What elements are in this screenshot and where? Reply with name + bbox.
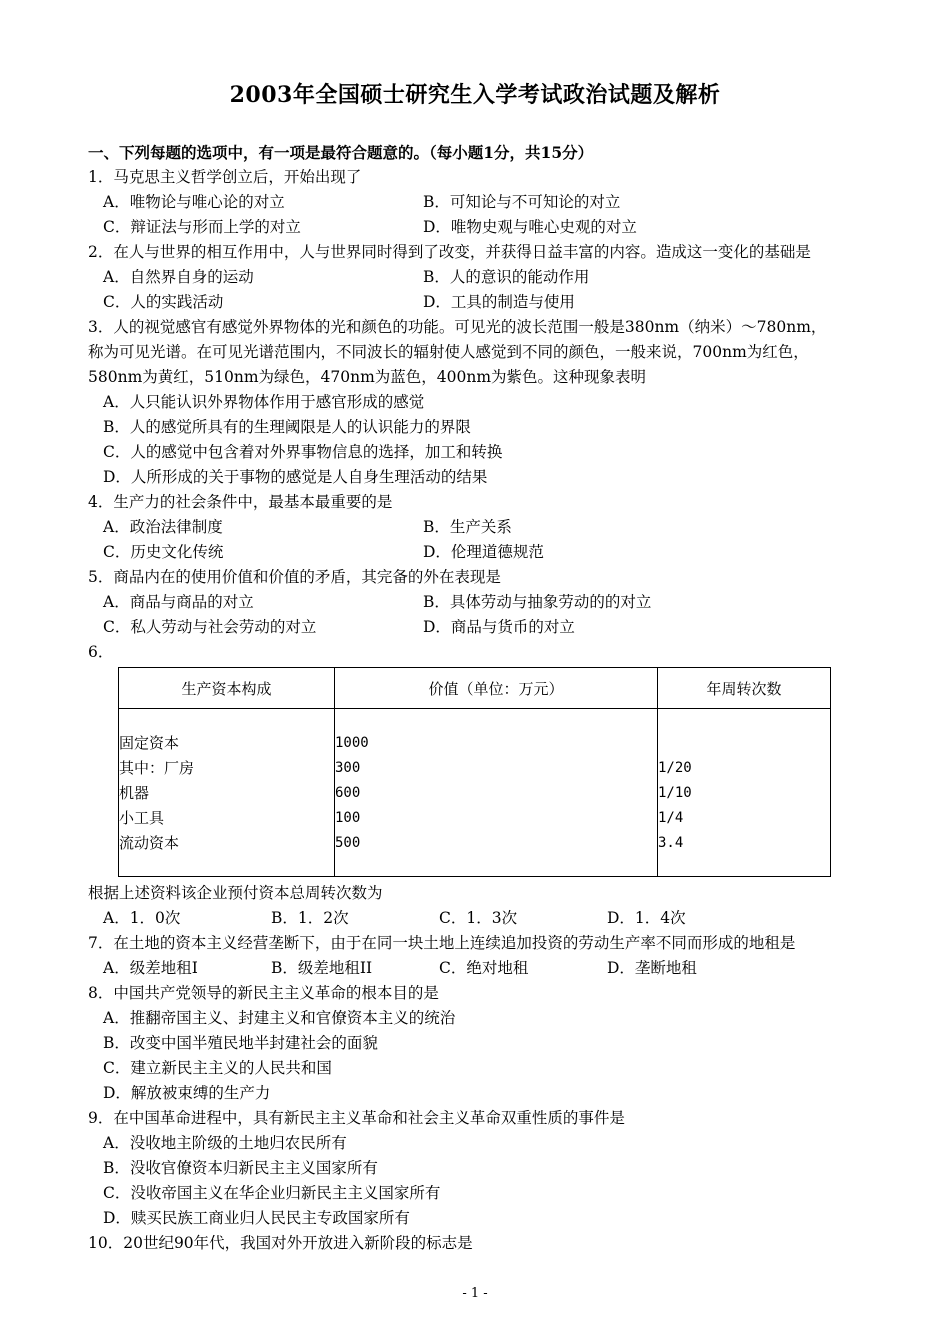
question-text: 8．中国共产党领导的新民主主义革命的根本目的是 [88, 984, 439, 1002]
table-cell: 机器 [119, 784, 150, 802]
table-cell: 1/20 [658, 760, 692, 776]
table-header-row [119, 668, 831, 709]
option-b: B．级差地租II [271, 959, 373, 977]
table-row [119, 709, 831, 877]
page-number: - 1 - [462, 1286, 488, 1301]
table-column-composition [119, 709, 335, 877]
option-d: D．垄断地租 [607, 959, 697, 977]
exam-content [88, 140, 878, 1256]
question-2 [88, 240, 878, 315]
option-b: B．人的意识的能动作用 [423, 268, 590, 286]
question-text-line-2: 称为可见光谱。在可见光谱范围内，不同波长的辐射使人感觉到不同的颜色，一般来说，700nm为红色， [88, 343, 809, 361]
question-text: 1．马克思主义哲学创立后，开始出现了 [88, 168, 362, 186]
option-a: A．自然界自身的运动 [103, 268, 254, 286]
option-b: B．1．2次 [271, 909, 349, 927]
table-cell: 1/4 [658, 810, 684, 826]
option-b: B．没收官僚资本归新民主主义国家所有 [103, 1159, 378, 1177]
option-a: A．人只能认识外界物体作用于感官形成的感觉 [103, 393, 425, 411]
table-header: 生产资本构成 [119, 668, 335, 709]
table-cell [658, 731, 830, 756]
table-column-turnover [658, 709, 831, 877]
option-a: A．推翻帝国主义、封建主义和官僚资本主义的统治 [103, 1009, 456, 1027]
question-10 [88, 1231, 878, 1256]
question-4 [88, 490, 878, 565]
option-c: C．1．3次 [439, 909, 518, 927]
question-6 [88, 640, 878, 931]
option-d: D．商品与货币的对立 [423, 618, 575, 636]
option-a: A．商品与商品的对立 [103, 593, 254, 611]
option-a: A．级差地租I [103, 959, 198, 977]
question-text: 4．生产力的社会条件中，最基本最重要的是 [88, 493, 393, 511]
capital-table [118, 667, 831, 877]
question-text: 5．商品内在的使用价值和价值的矛盾，其完备的外在表现是 [88, 568, 501, 586]
question-3 [88, 315, 878, 490]
question-9 [88, 1106, 878, 1231]
page-title: 2003年全国硕士研究生入学考试政治试题及解析 [229, 82, 721, 108]
table-cell: 小工具 [119, 809, 165, 827]
option-d: D．赎买民族工商业归人民民主专政国家所有 [103, 1209, 410, 1227]
table-cell: 100 [335, 810, 361, 826]
option-c: C．没收帝国主义在华企业归新民主主义国家所有 [103, 1184, 441, 1202]
question-text-line-3: 580nm为黄红，510nm为绿色，470nm为蓝色，400nm为紫色。这种现象表明 [88, 368, 647, 386]
option-a: A．1．0次 [103, 909, 181, 927]
option-c: C．建立新民主主义的人民共和国 [103, 1059, 332, 1077]
option-c: C．人的感觉中包含着对外界事物信息的选择，加工和转换 [103, 443, 503, 461]
question-text: 2．在人与世界的相互作用中，人与世界同时得到了改变，并获得日益丰富的内容。造成这一变化的基础是 [88, 243, 811, 261]
option-a: A．没收地主阶级的土地归农民所有 [103, 1134, 347, 1152]
option-d: D．伦理道德规范 [423, 543, 544, 561]
option-d: D．唯物史观与唯心史观的对立 [423, 218, 637, 236]
option-d: D．人所形成的关于事物的感觉是人自身生理活动的结果 [103, 468, 488, 486]
question-7 [88, 931, 878, 981]
table-column-value [335, 709, 658, 877]
option-c: C．辩证法与形而上学的对立 [103, 218, 301, 236]
question-text: 10．20世纪90年代，我国对外开放进入新阶段的标志是 [88, 1234, 473, 1252]
table-cell: 其中：厂房 [119, 759, 195, 777]
option-b: B．可知论与不可知论的对立 [423, 193, 621, 211]
option-d: D．工具的制造与使用 [423, 293, 575, 311]
table-cell: 500 [335, 835, 361, 851]
option-d: D．1．4次 [607, 909, 686, 927]
question-text: 根据上述资料该企业预付资本总周转次数为 [88, 884, 383, 902]
option-a: A．政治法律制度 [103, 518, 223, 536]
option-c: C．绝对地租 [439, 959, 529, 977]
table-cell: 300 [335, 760, 361, 776]
table-cell: 3.4 [658, 835, 684, 851]
table-cell: 1000 [335, 735, 369, 751]
option-a: A．唯物论与唯心论的对立 [103, 193, 285, 211]
question-8 [88, 981, 878, 1106]
table-cell: 1/10 [658, 785, 692, 801]
table-cell: 600 [335, 785, 361, 801]
option-b: B．人的感觉所具有的生理阈限是人的认识能力的界限 [103, 418, 471, 436]
question-text: 9．在中国革命进程中，具有新民主主义革命和社会主义革命双重性质的事件是 [88, 1109, 625, 1127]
option-c: C．私人劳动与社会劳动的对立 [103, 618, 317, 636]
table-header: 年周转次数 [658, 668, 831, 709]
question-number: 6． [88, 643, 114, 661]
table-cell: 流动资本 [119, 834, 180, 852]
option-c: C．历史文化传统 [103, 543, 224, 561]
table-header: 价值（单位：万元） [335, 668, 658, 709]
option-b: B．具体劳动与抽象劳动的的对立 [423, 593, 652, 611]
question-5 [88, 565, 878, 640]
option-d: D．解放被束缚的生产力 [103, 1084, 271, 1102]
question-1 [88, 165, 878, 240]
section-heading: 一、下列每题的选项中，有一项是最符合题意的。（每小题1分，共15分） [88, 143, 594, 162]
question-text: 7．在土地的资本主义经营垄断下，由于在同一块土地上连续追加投资的劳动生产率不同而形成的地租是 [88, 934, 796, 952]
option-c: C．人的实践活动 [103, 293, 224, 311]
option-b: B．生产关系 [423, 518, 512, 536]
table-cell: 固定资本 [119, 734, 180, 752]
question-text-line-1: 3．人的视觉感官有感觉外界物体的光和颜色的功能。可见光的波长范围一般是380nm（纳米）～780nm， [88, 318, 827, 336]
option-b: B．改变中国半殖民地半封建社会的面貌 [103, 1034, 378, 1052]
